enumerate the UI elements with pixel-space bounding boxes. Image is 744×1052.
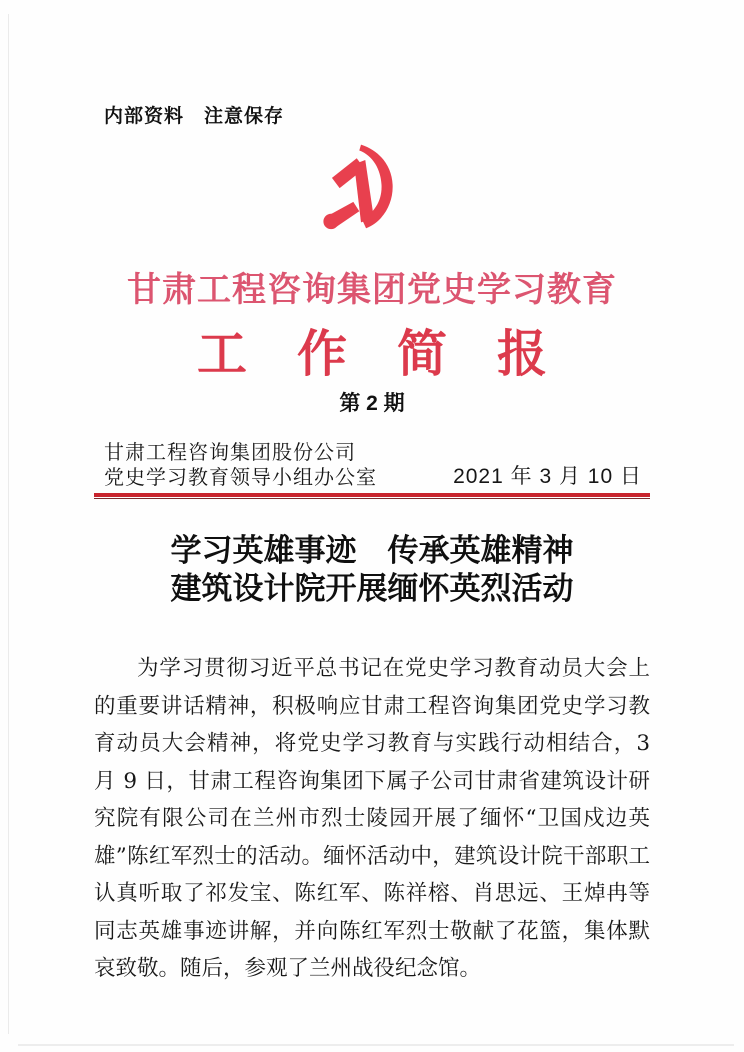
red-divider-line — [94, 493, 650, 497]
article-title-line-1: 学习英雄事迹 传承英雄精神 — [170, 533, 574, 568]
issue-date: 2021 年 3 月 10 日 — [453, 465, 642, 488]
article-body-paragraph: 为学习贯彻习近平总书记在党史学习教育动员大会上的重要讲话精神，积极响应甘肃工程咨询集团党史学习教育动员大会精神，将党史学习教育与实践行动相结合，3 月 9 日，甘肃工程咨询集团下属子公司甘肃省建筑设计研究院有限公司在兰州市烈士陵园开展了缅怀“卫国戍边英雄”陈红军烈士的活动。缅怀活动中，建筑设计院干部职工认真听取了祁发宝、陈红军、陈祥榕、肖思远、王焯冉等同志英雄事迹讲解，并向陈红军烈士敬献了花篮，集体默哀致敬。随后，参观了兰州战役纪念馆。 — [94, 656, 650, 981]
masthead — [104, 440, 642, 490]
publisher-block — [104, 440, 377, 490]
organization-title: 甘肃工程咨询集团党史学习教育 — [127, 272, 617, 309]
issue-number: 第 2 期 — [339, 392, 405, 415]
article-title — [94, 532, 650, 608]
red-divider-shadow-line — [94, 498, 650, 499]
scan-artifact-bottom-line — [18, 1044, 734, 1046]
bulletin-banner-title: 工 作 简 报 — [197, 324, 547, 383]
publisher-line-1: 甘肃工程咨询集团股份公司 — [104, 440, 356, 464]
emblem-container — [83, 142, 639, 236]
party-emblem-icon — [318, 142, 404, 236]
article-title-line-2: 建筑设计院开展缅怀英烈活动 — [170, 571, 574, 606]
internal-notice-label: 内部资料 注意保存 — [104, 106, 285, 127]
publisher-line-2: 党史学习教育领导小组办公室 — [104, 465, 377, 489]
